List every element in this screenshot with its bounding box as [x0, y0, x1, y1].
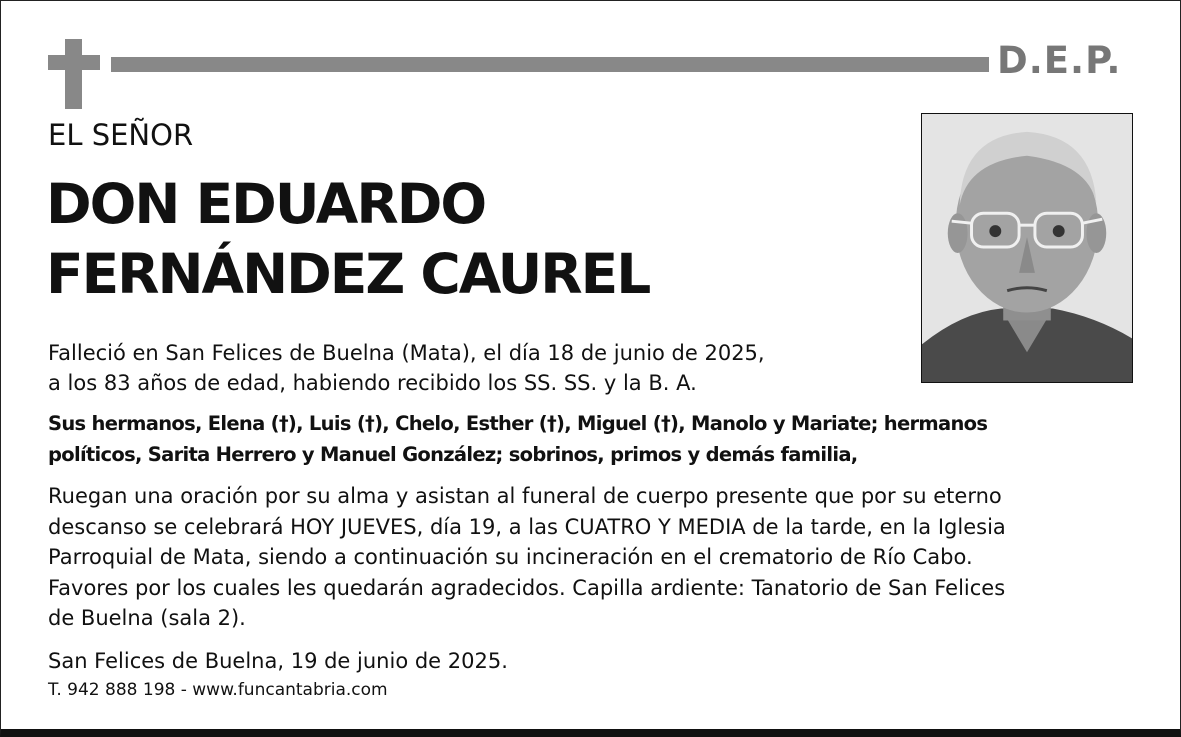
family-list [48, 408, 1148, 470]
funeral-details-line: de Buelna (sala 2). [48, 606, 246, 630]
dateline: San Felices de Buelna, 19 de junio de 2025. [48, 649, 508, 673]
funeral-details-line: Parroquial de Mata, siendo a continuación su incineración en el crematorio de Río Cabo. [48, 545, 973, 569]
death-details-line: Falleció en San Felices de Buelna (Mata), el día 18 de junio de 2025, [48, 341, 765, 365]
name-line: FERNÁNDEZ CAUREL [46, 242, 650, 306]
death-details [48, 338, 908, 398]
contact-line: T. 942 888 198 - www.funcantabria.com [48, 680, 388, 700]
honorific: EL SEÑOR [48, 118, 194, 152]
death-details-line: a los 83 años de edad, habiendo recibido los SS. SS. y la B. A. [48, 371, 697, 395]
latin-cross-icon [48, 39, 100, 109]
deceased-name [46, 169, 916, 309]
deceased-portrait [921, 113, 1133, 383]
funeral-details [48, 481, 1158, 634]
funeral-details-line: descanso se celebrará HOY JUEVES, día 19, a las CUATRO Y MEDIA de la tarde, en la Iglesia [48, 514, 1006, 539]
dep-label: D.E.P. [997, 39, 1122, 82]
header-rule [111, 57, 989, 72]
family-line: Sus hermanos, Elena (†), Luis (†), Chelo, Esther (†), Miguel (†), Manolo y Mariate; hermanos [48, 412, 988, 435]
family-line: políticos, Sarita Herrero y Manuel González; sobrinos, primos y demás familia, [48, 443, 858, 466]
name-line: DON EDUARDO [46, 172, 486, 236]
funeral-details-line: Favores por los cuales les quedarán agradecidos. Capilla ardiente: Tanatorio de San Felices [48, 575, 1006, 600]
funeral-details-line: Ruegan una oración por su alma y asistan al funeral de cuerpo presente que por su eterno [48, 484, 1002, 508]
